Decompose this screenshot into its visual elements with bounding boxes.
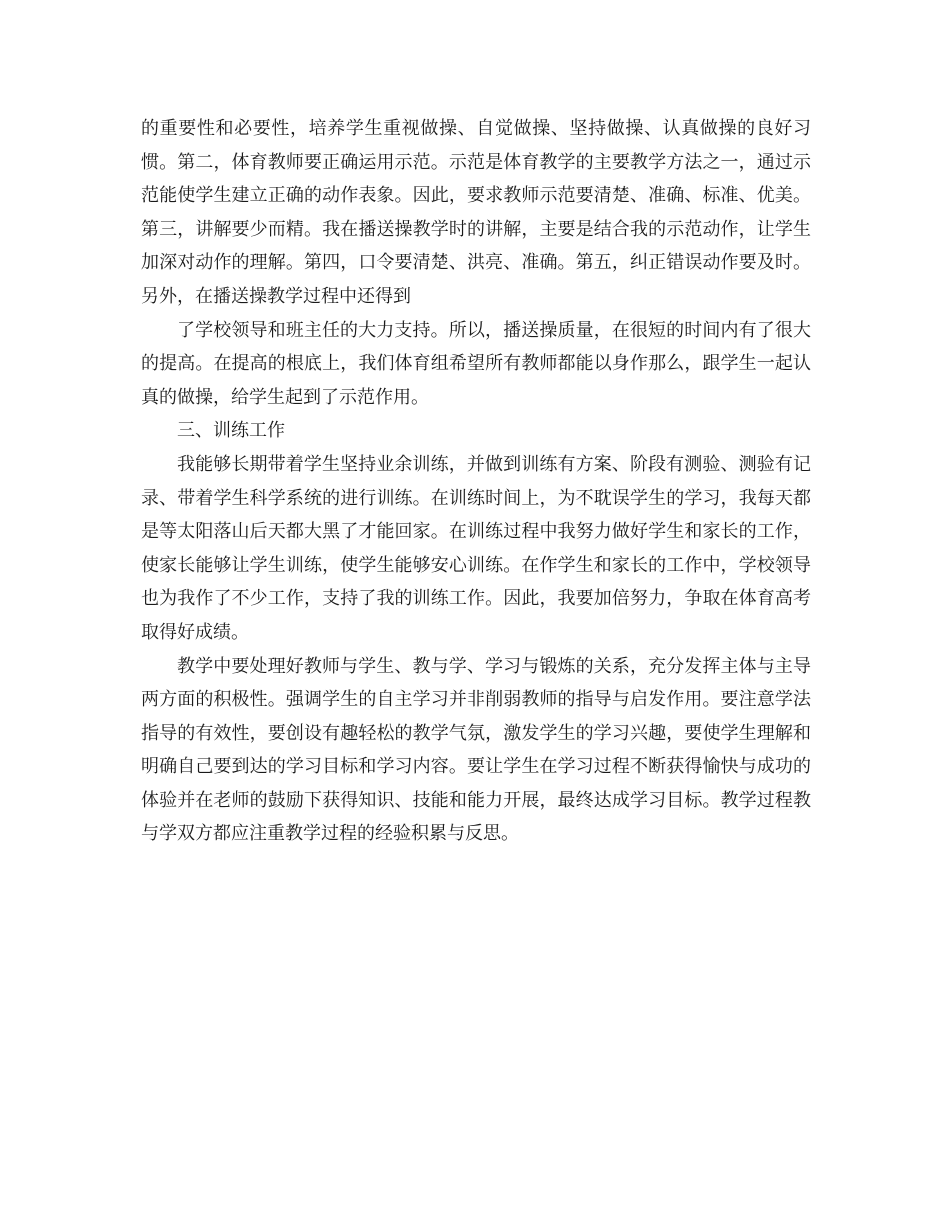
paragraph-training: 我能够长期带着学生坚持业余训练，并做到训练有方案、阶段有测验、测验有记录、带着学生科学系统的进行训练。在训练时间上，为不耽误学生的学习，我每天都是等太阳落山后天都大黑了才能回家。在训练过程中我努力做好学生和家长的工作，使家长能够让学生训练，使学生能够安心训练。在作学生和家长的工作中，学校领导也为我作了不少工作，支持了我的训练工作。因此，我要加倍努力，争取在体育高考取得好成绩。 <box>141 453 811 643</box>
paragraph-support: 了学校领导和班主任的大力支持。所以，播送操质量，在很短的时间内有了很大的提高。在提高的根底上，我们体育组希望所有教师都能以身作那么，跟学生一起认真的做操，给学生起到了示范作用。 <box>141 319 811 408</box>
document-body <box>141 112 811 851</box>
paragraph-teaching: 教学中要处理好教师与学生、教与学、学习与锻炼的关系，充分发挥主体与主导两方面的积极性。强调学生的自主学习并非削弱教师的指导与启发作用。要注意学法指导的有效性，要创设有趣轻松的教学气氛，激发学生的学习兴趣，要使学生理解和明确自己要到达的学习目标和学习内容。要让学生在学习过程不断获得愉快与成功的体验并在老师的鼓励下获得知识、技能和能力开展，最终达成学习目标。教学过程教与学双方都应注重教学过程的经验积累与反思。 <box>141 655 811 845</box>
section-heading-training: 三、训练工作 <box>177 420 285 442</box>
paragraph-continuation: 的重要性和必要性，培养学生重视做操、自觉做操、坚持做操、认真做操的良好习惯。第二，体育教师要正确运用示范。示范是体育教学的主要教学方法之一，通过示范能使学生建立正确的动作表象。因此，要求教师示范要清楚、准确、标准、优美。第三，讲解要少而精。我在播送操教学时的讲解，主要是结合我的示范动作，让学生加深对动作的理解。第四，口令要清楚、洪亮、准确。第五，纠正错误动作要及时。另外，在播送操教学过程中还得到 <box>141 118 811 307</box>
